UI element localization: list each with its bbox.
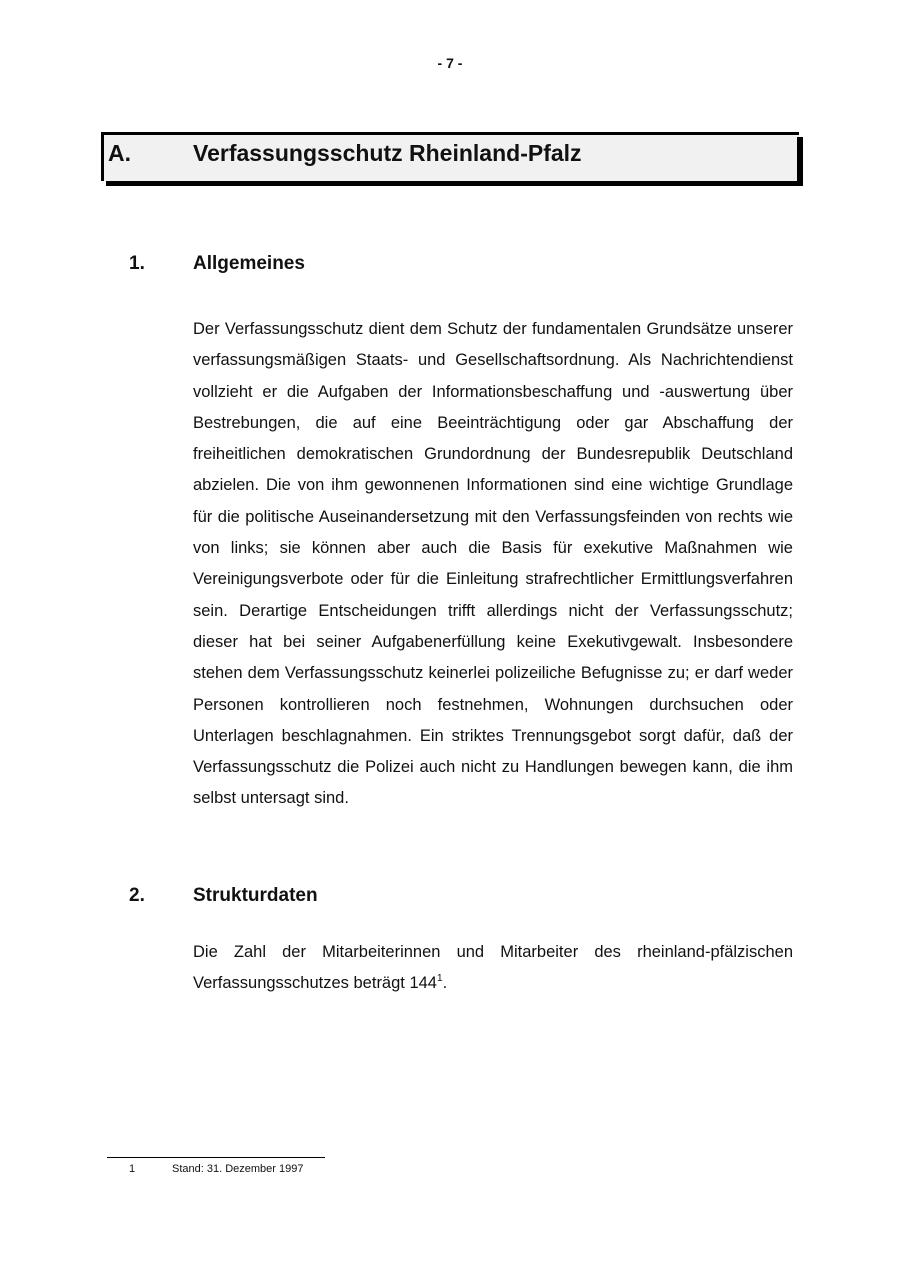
section-title: Allgemeines [193,253,305,274]
section-title: Strukturdaten [193,885,318,906]
section-body [193,937,793,1000]
section-number: 2. [129,885,145,906]
chapter-heading-shadow [797,137,803,185]
page-number: - 7 - [437,55,463,71]
chapter-title: Verfassungsschutz Rheinland-Pfalz [193,140,582,166]
chapter-number: A. [108,140,131,166]
section-number: 1. [129,253,145,274]
footnote-number: 1 [129,1163,136,1175]
section-body-end: . [442,974,448,993]
chapter-heading-shadow [106,181,803,186]
footnote-text: Stand: 31. Dezember 1997 [172,1163,304,1175]
section-body-text: Die Zahl der Mitarbeiterinnen und Mitarbeiter des rheinland-pfälzischen Verfassungsschutzes beträgt 144 [193,943,793,993]
footnote-reference[interactable]: 1 [437,973,443,985]
footnote-divider [107,1157,325,1158]
section-body: Der Verfassungsschutz dient dem Schutz der fundamentalen Grundsätze unserer verfassungsmäßigen Staats- und Gesellschaftsordnung. Als Nachrichtendienst vollzieht er die Aufgaben der Informationsbeschaffung und -auswertung über Bestrebungen, die auf eine Beeinträchtigung oder gar Abschaffung der freiheitlichen demokratischen Grundordnung der Bundesrepublik Deutschland abzielen. Die von ihm gewonnenen Informationen sind eine wichtige Grundlage für die politische Auseinandersetzung mit den Verfassungsfeinden von rechts wie von links; sie können aber auch die Basis für exekutive Maßnahmen wie Vereinigungsverbote oder für die Einleitung strafrechtlicher Ermittlungsverfahren sein. Derartige Entscheidungen trifft allerdings nicht der Verfassungsschutz; dieser hat bei seiner Aufgabenerfüllung keine Exekutivgewalt. Insbesondere stehen dem Verfassungsschutz keinerlei polizeiliche Befugnisse zu; er darf weder Personen kontrollieren noch festnehmen, Wohnungen durchsuchen oder Unterlagen beschlagnahmen. Ein striktes Trennungsgebot sorgt dafür, daß der Verfassungsschutz die Polizei auch nicht zu Handlungen bewegen kann, die ihm selbst untersagt sind. [193,320,793,808]
